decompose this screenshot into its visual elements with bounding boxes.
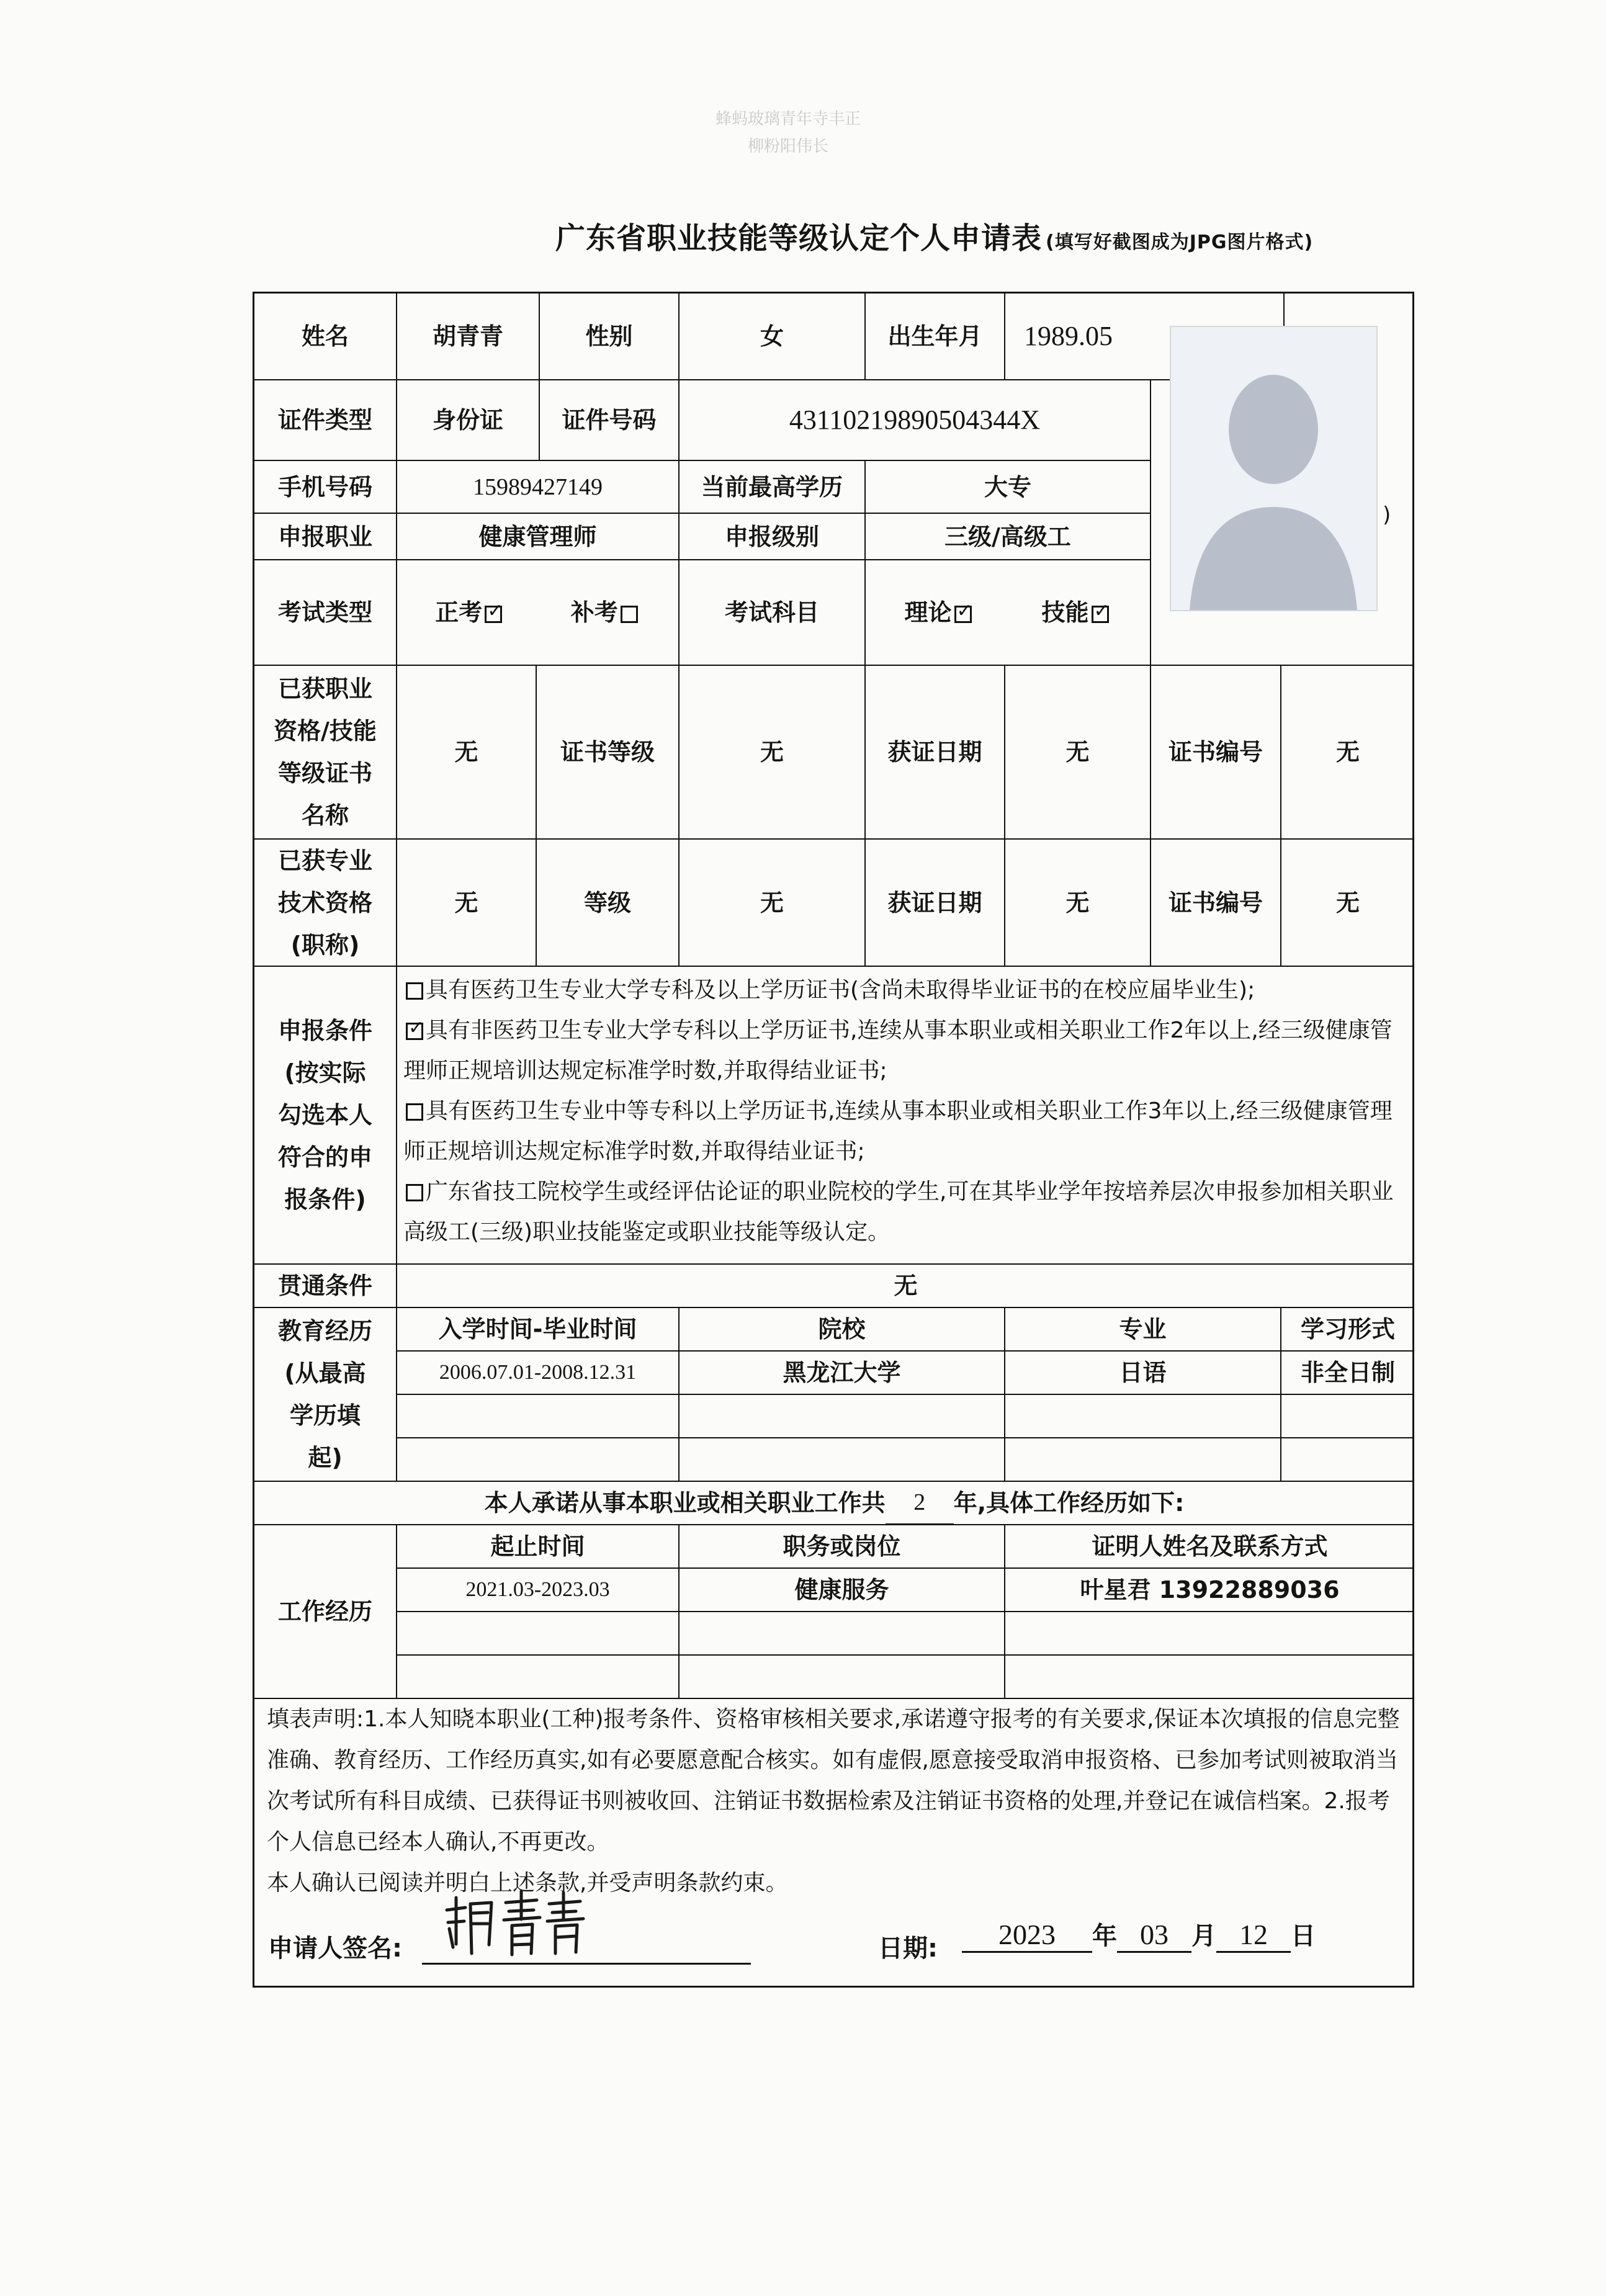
work-commitment — [254, 1482, 1414, 1525]
faint-stamp — [689, 105, 887, 160]
condition-1-checkbox[interactable] — [406, 982, 423, 1000]
declaration-text: 填表声明:1.本人知晓本职业(工种)报考条件、资格审核相关要求,承诺遵守报考的有关要求,保证本次填报的信息完整准确、教育经历、工作经历真实,如有必要愿意配合核实。如有虚假,愿意接受取消申报资格、已参加考试则被取消当次考试所有科目成绩、已获得证书则被收回、注销证书数据检索及注销证书资格的处理,并登记在诚信档案。2.报考个人信息已经本人确认,不再更改。 — [267, 1706, 1400, 1855]
stamp-line-1: 蜂蚂玻璃青年寺丰正 — [715, 110, 861, 128]
label-birth: 出生年月 — [866, 294, 1005, 380]
work-row-3-period — [397, 1656, 680, 1699]
condition-4-checkbox[interactable] — [406, 1184, 423, 1201]
commit-prefix: 本人承诺从事本职业或相关职业工作共 — [484, 1489, 886, 1517]
signature-field[interactable] — [422, 1891, 751, 1965]
work-header-position: 职务或岗位 — [680, 1525, 1005, 1569]
edu-row-3-period — [397, 1438, 680, 1482]
exam-makeup-option[interactable] — [571, 591, 640, 634]
edu-header-major: 专业 — [1005, 1308, 1281, 1352]
exam-theory-checkbox[interactable] — [954, 606, 972, 623]
condition-item-2 — [403, 1010, 1409, 1091]
condition-3-checkbox[interactable] — [406, 1103, 423, 1121]
edu-row-3-school — [680, 1438, 1005, 1482]
condition-1-text: 具有医药卫生专业大学专科及以上学历证书(含尚未取得毕业证书的在校应届毕业生); — [426, 977, 1255, 1003]
edu-row-1-period: 2006.07.01-2008.12.31 — [397, 1352, 680, 1395]
label-professional-cert-number: 证书编号 — [1151, 840, 1281, 967]
condition-item-3 — [403, 1091, 1409, 1172]
label-exam-type: 考试类型 — [254, 560, 397, 666]
label-gender: 性别 — [540, 294, 680, 380]
label-level: 申报级别 — [680, 514, 866, 560]
label-conditions: 申报条件(按实际勾选本人符合的申报条件) — [254, 967, 397, 1265]
value-professional-cert-level: 无 — [680, 840, 866, 967]
label-vocational-cert: 已获职业资格/技能等级证书名称 — [254, 666, 397, 840]
work-header-period: 起止时间 — [397, 1525, 680, 1569]
label-id-type: 证件类型 — [254, 380, 397, 461]
edu-header-mode: 学习形式 — [1281, 1308, 1414, 1352]
signature-label: 申请人签名: — [268, 1934, 402, 1963]
declaration-confirm: 本人确认已阅读并明白上述条款,并受声明条款约束。 — [267, 1870, 788, 1896]
work-row-3-position — [680, 1656, 1005, 1699]
work-row-2-witness — [1005, 1612, 1414, 1656]
edu-row-2-mode — [1281, 1395, 1414, 1438]
exam-subject-options — [866, 560, 1151, 666]
edu-row-3-mode — [1281, 1438, 1414, 1482]
label-professional-cert-date: 获证日期 — [866, 840, 1005, 967]
form-title — [555, 214, 1461, 257]
exam-makeup-label: 补考 — [570, 599, 618, 626]
date-year-unit: 年 — [1092, 1922, 1117, 1950]
value-vocational-cert-number: 无 — [1281, 666, 1414, 840]
commit-years: 2 — [886, 1481, 954, 1525]
condition-2-text: 具有非医药卫生专业大学专科以上学历证书,连续从事本职业或相关职业工作2年以上,经三级健康管理师正规培训达规定标准学时数,并取得结业证书; — [403, 1018, 1393, 1083]
label-work-history: 工作经历 — [254, 1525, 397, 1699]
value-professional-cert-name: 无 — [397, 840, 537, 967]
value-gender: 女 — [680, 294, 866, 380]
label-grade: 等级 — [537, 840, 680, 967]
work-header-witness: 证明人姓名及联系方式 — [1005, 1525, 1414, 1569]
conditions-list — [403, 970, 1409, 1252]
exam-regular-label: 正考 — [435, 599, 483, 626]
edu-row-2-period — [397, 1395, 680, 1438]
date-label: 日期: — [878, 1934, 938, 1963]
label-education: 当前最高学历 — [680, 461, 866, 514]
label-professional-cert: 已获专业技术资格(职称) — [254, 840, 397, 967]
value-level: 三级/高级工 — [866, 514, 1151, 560]
work-row-1-witness: 叶星君 13922889036 — [1005, 1569, 1414, 1612]
date-field[interactable] — [962, 1916, 1316, 1953]
exam-regular-checkbox[interactable] — [485, 606, 502, 623]
label-edu-history: 教育经历(从最高学历填起) — [254, 1308, 397, 1482]
exam-makeup-checkbox[interactable] — [621, 606, 638, 623]
work-row-3-witness — [1005, 1656, 1414, 1699]
value-vocational-cert-level: 无 — [680, 666, 866, 840]
label-occupation: 申报职业 — [254, 514, 397, 560]
value-birth: 1989.05 — [1005, 294, 1285, 380]
stamp-line-2: 柳粉阳伟长 — [747, 137, 828, 156]
label-name: 姓名 — [254, 294, 397, 380]
applicant-photo — [1170, 326, 1378, 611]
work-row-2-period — [397, 1612, 680, 1656]
condition-4-text: 广东省技工院校学生或经评估论证的职业院校的学生,可在其毕业学年按培养层次申报参加相关职业高级工(三级)职业技能鉴定或职业技能等级认定。 — [403, 1179, 1394, 1245]
label-cert-date: 获证日期 — [866, 666, 1005, 840]
title-text: 广东省职业技能等级认定个人申请表 — [555, 221, 1043, 256]
edu-row-2-major — [1005, 1395, 1281, 1438]
exam-skill-option[interactable] — [1041, 591, 1111, 634]
edu-row-3-major — [1005, 1438, 1281, 1482]
work-row-1-position: 健康服务 — [680, 1569, 1005, 1612]
label-id-number: 证件号码 — [540, 380, 680, 461]
date-month: 03 — [1117, 1918, 1191, 1953]
value-professional-cert-date: 无 — [1005, 840, 1151, 967]
condition-item-4 — [403, 1172, 1409, 1252]
label-cert-number: 证书编号 — [1151, 666, 1281, 840]
value-occupation: 健康管理师 — [397, 514, 680, 560]
value-phone: 15989427149 — [397, 461, 680, 514]
edu-row-1-mode: 非全日制 — [1281, 1352, 1414, 1395]
label-phone: 手机号码 — [254, 461, 397, 514]
value-name: 胡青青 — [397, 294, 540, 380]
edu-row-2-school — [680, 1395, 1005, 1438]
exam-skill-label: 技能 — [1041, 599, 1089, 626]
label-cert-level: 证书等级 — [537, 666, 680, 840]
label-pathway: 贯通条件 — [254, 1265, 397, 1308]
exam-type-options — [397, 560, 680, 666]
handwritten-signature — [434, 1885, 596, 1960]
condition-3-text: 具有医药卫生专业中等专科以上学历证书,连续从事本职业或相关职业工作3年以上,经三级健康管理师正规培训达规定标准学时数,并取得结业证书; — [403, 1098, 1393, 1164]
title-note: (填写好截图成为JPG图片格式) — [1046, 231, 1314, 253]
condition-2-checkbox[interactable] — [406, 1023, 423, 1040]
exam-theory-option[interactable] — [904, 591, 974, 634]
edu-header-period: 入学时间-毕业时间 — [397, 1308, 680, 1352]
photo-side-mark: ) — [1383, 503, 1391, 527]
declaration — [267, 1699, 1402, 1904]
edu-row-1-school: 黑龙江大学 — [680, 1352, 1005, 1395]
exam-regular-option[interactable] — [435, 591, 505, 634]
value-id-number: 43110219890504344X — [680, 380, 1151, 461]
condition-item-1 — [403, 970, 1409, 1010]
value-pathway: 无 — [397, 1265, 1414, 1308]
value-professional-cert-number: 无 — [1281, 840, 1414, 967]
person-silhouette-icon — [1171, 327, 1376, 610]
date-day-unit: 日 — [1291, 1922, 1316, 1950]
label-exam-subject: 考试科目 — [680, 560, 866, 666]
edu-header-school: 院校 — [680, 1308, 1005, 1352]
date-day: 12 — [1216, 1918, 1291, 1953]
value-vocational-cert-name: 无 — [397, 666, 537, 840]
date-month-unit: 月 — [1191, 1922, 1216, 1950]
value-vocational-cert-date: 无 — [1005, 666, 1151, 840]
exam-skill-checkbox[interactable] — [1092, 606, 1109, 623]
date-year: 2023 — [962, 1918, 1092, 1953]
work-row-1-period: 2021.03-2023.03 — [397, 1569, 680, 1612]
value-education: 大专 — [866, 461, 1151, 514]
edu-row-1-major: 日语 — [1005, 1352, 1281, 1395]
value-id-type: 身份证 — [397, 380, 540, 461]
commit-suffix: 年,具体工作经历如下: — [953, 1489, 1185, 1517]
work-row-2-position — [680, 1612, 1005, 1656]
exam-theory-label: 理论 — [904, 599, 952, 626]
